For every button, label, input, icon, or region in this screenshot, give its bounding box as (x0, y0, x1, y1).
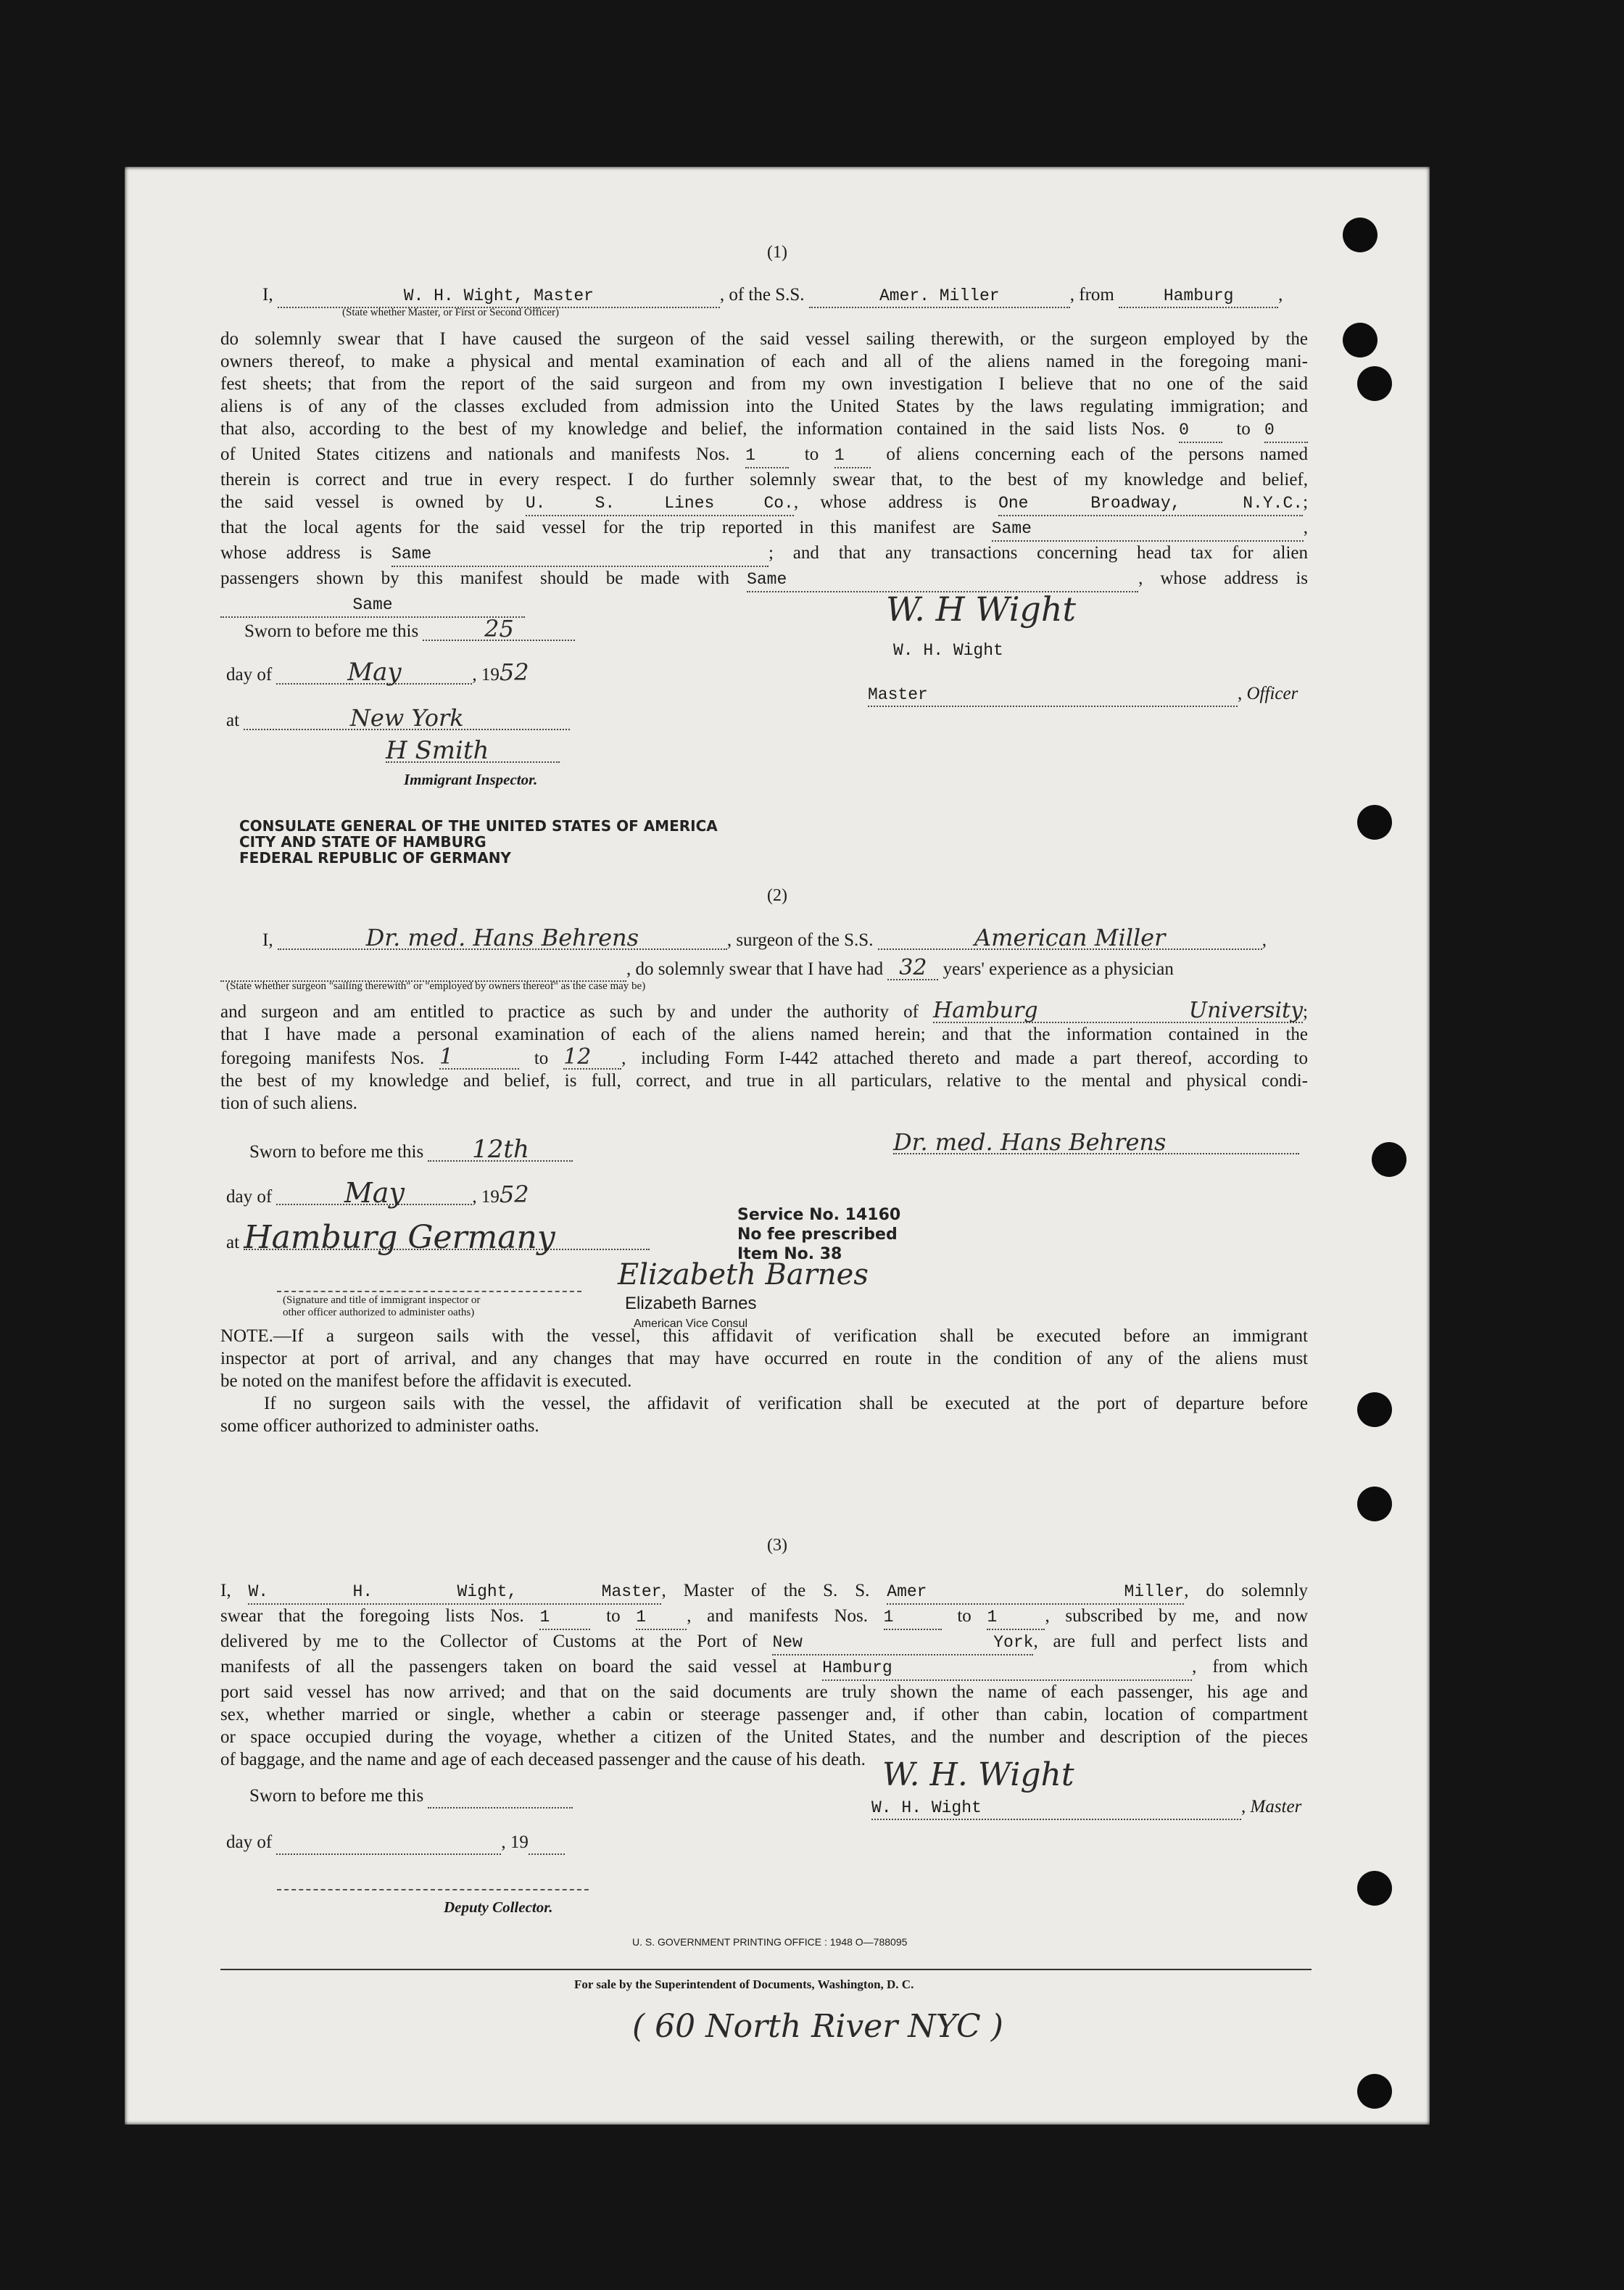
master-label: Master (1250, 1797, 1302, 1816)
officer-title: Master (868, 684, 1238, 707)
master-name: W. H. Wight, Master (278, 285, 720, 308)
master-line: I, W. H. Wight, Master , of the S.S. Amer. Miller , from Hamburg , (262, 284, 1283, 308)
manifest-page (125, 167, 1430, 2125)
experience-line: , do solemnly swear that I have had 32 years' experience as a physician (220, 957, 1174, 982)
punch-hole (1357, 1487, 1392, 1521)
printing-office: U. S. GOVERNMENT PRINTING OFFICE : 1948 O—788095 (632, 1936, 908, 1948)
consul-title: American Vice Consul (634, 1318, 748, 1330)
consul-signature: Elizabeth Barnes (618, 1258, 869, 1291)
punch-hole (1357, 366, 1392, 401)
master-typed-line: W. H. Wight , Master (871, 1796, 1301, 1820)
punch-hole (1372, 1142, 1406, 1177)
surgeon-signature-2: Dr. med. Hans Behrens (893, 1131, 1299, 1154)
surgeon-sworn-month: May (276, 1182, 472, 1205)
punch-hole (1357, 2074, 1392, 2109)
surgeon-signature: Dr. med. Hans Behrens (278, 927, 727, 950)
sworn-day-line: Sworn to before me this 25 (244, 618, 575, 642)
officer-signature: W. H Wight (886, 590, 1076, 629)
sworn-at-line: at New York (226, 707, 570, 732)
surgeon-hint: (State whether surgeon "sailing therewith" or "employed by owners thereof" as the case may be) (226, 980, 646, 992)
consulate-stamp: CONSULATE GENERAL OF THE UNITED STATES OF AMERICA CITY AND STATE OF HAMBURG FEDERAL REPUBLIC OF GERMANY (239, 817, 718, 867)
ship-name: Amer. Miller (809, 285, 1070, 308)
official-signature-line (277, 1291, 581, 1292)
official-hint: (Signature and title of immigrant inspector or other officer authorized to administer oaths) (283, 1294, 481, 1318)
consul-typed-name: Elizabeth Barnes (625, 1294, 757, 1313)
officer-typed-name: W. H. Wight (893, 641, 1003, 660)
collector-label: Deputy Collector. (444, 1898, 553, 1916)
section-number: (1) (767, 243, 787, 262)
surgeon-line: I, Dr. med. Hans Behrens , surgeon of the S.S. American Miller , (262, 924, 1267, 951)
inspector-label: Immigrant Inspector. (404, 771, 538, 788)
surgeon-sworn-day-line: Sworn to before me this 12th (249, 1138, 573, 1163)
for-sale-notice: For sale by the Superintendent of Documents, Washington, D. C. (574, 1977, 914, 1991)
sworn-at: New York (244, 707, 570, 730)
sworn-month-line: day of May , 1952 (226, 658, 529, 687)
section-number: (2) (767, 886, 787, 905)
handwritten-note: ( 60 North River NYC ) (632, 2008, 1003, 2045)
master-sworn-line: Sworn to before me this (249, 1785, 573, 1809)
service-stamp: Service No. 14160 No fee prescribed Item No. 38 (737, 1206, 901, 1263)
surgeon-paragraph: and surgeon and am entitled to practice as such by and under the authority of Hamburg University; that I have made a personal examination of each of the aliens named herein; and that the information contained in the foregoing manifests Nos. 1 to 12 , including Form I-442 attached thereto and made a part thereof, according to the best of my knowledge and belief, is full, correct, and true in all particulars, relative to the mental and physical condi- tion of such aliens. (220, 998, 1309, 1113)
master-signature: W. H. Wight (882, 1756, 1074, 1793)
section-number: (3) (767, 1536, 787, 1555)
collector-signature-line (277, 1889, 589, 1890)
officer-title-line: Master , Officer (868, 683, 1298, 707)
master-typed-name: W. H. Wight (871, 1797, 1241, 1820)
departure-port: Hamburg (1119, 285, 1278, 308)
note-paragraph: NOTE.—If a surgeon sails with the vessel, this affidavit of verification shall be executed before an immigrant inspector at port of arrival, and any changes that may have occurred en route in the condition of any of the aliens must be noted on the manifest before the affidavit is executed. (220, 1326, 1308, 1391)
footer-rule (220, 1969, 1312, 1970)
punch-hole (1343, 323, 1378, 357)
surgeon-sworn-at: Hamburg Germany (244, 1227, 650, 1250)
surgeon-sworn-year: 52 (499, 1181, 529, 1208)
sworn-year: 52 (499, 658, 529, 686)
master-sworn-month-line: day of , 19 (226, 1832, 565, 1855)
punch-hole (1357, 1392, 1392, 1427)
oath-paragraph: do solemnly swear that I have caused the surgeon of the said vessel sailing therewith, or the surgeon employed by the owners thereof, to make a physical and mental examination of each and all of the aliens named in the foregoing mani- fest sheets; that from the report of the said surgeon and from my own investigation I believe that no one of the said aliens is of any of the classes excluded from admission into the United States by the laws regulating immigration; and that also, according to the best of my knowledge and belief, the information contained in the said lists Nos. 0 to 0 of United States citizens and nationals and manifests Nos. 1 to 1 of aliens concerning each of the persons named therein is correct and true in every respect. I do further solemnly swear that, to the best of my knowledge and belief, the said vessel is owned by U. S. Lines Co., whose address is One Broadway, N.Y.C.; that the local agents for the said vessel for the trip reported in this manifest are Same , whose address is Same ; and that any transactions concerning head tax for alien passengers shown by this manifest should be made with Same , whose address is Same (220, 328, 1308, 618)
surgeon-sworn-month-line: day of May , 1952 (226, 1177, 529, 1209)
inspector-signature: H Smith (386, 740, 560, 763)
surgeon-ship: American Miller (878, 927, 1262, 950)
punch-hole (1357, 1871, 1392, 1906)
punch-hole (1357, 805, 1392, 840)
surgeon-sworn-day: 12th (428, 1138, 573, 1162)
surgeon-sworn-at-line: at Hamburg Germany (226, 1227, 650, 1254)
note2-paragraph: If no surgeon sails with the vessel, the affidavit of verification shall be executed at the port of departure before some officer authorized to administer oaths. (220, 1394, 1308, 1436)
master-hint: (State whether Master, or First or Second Officer) (342, 307, 560, 318)
officer-label: Officer (1246, 684, 1298, 703)
years-experience: 32 (887, 957, 938, 980)
master-oath-paragraph: I, W. H. Wight, Master, Master of the S. S. Amer Miller, do solemnly swear that the foregoing lists Nos. 1 to 1 , and manifests Nos. 1 to 1 , subscribed by me, and now delivered by me to the Collector of Customs at the Port of New York, are full and perfect lists and manifests of all the passengers taken on board the said vessel at Hamburg , from which port said vessel has now arrived; and that on the said documents are truly shown the name of each passenger, his age and sex, whether married or single, whether a cabin or steerage passenger and, if other than cabin, location of compartment or space occupied during the voyage, whether a citizen of the United States, and the number and description of the pieces of baggage, and the name and age of each deceased passenger and the cause of his death. (220, 1581, 1309, 1769)
sworn-month: May (276, 661, 472, 685)
sworn-day: 25 (423, 618, 575, 641)
